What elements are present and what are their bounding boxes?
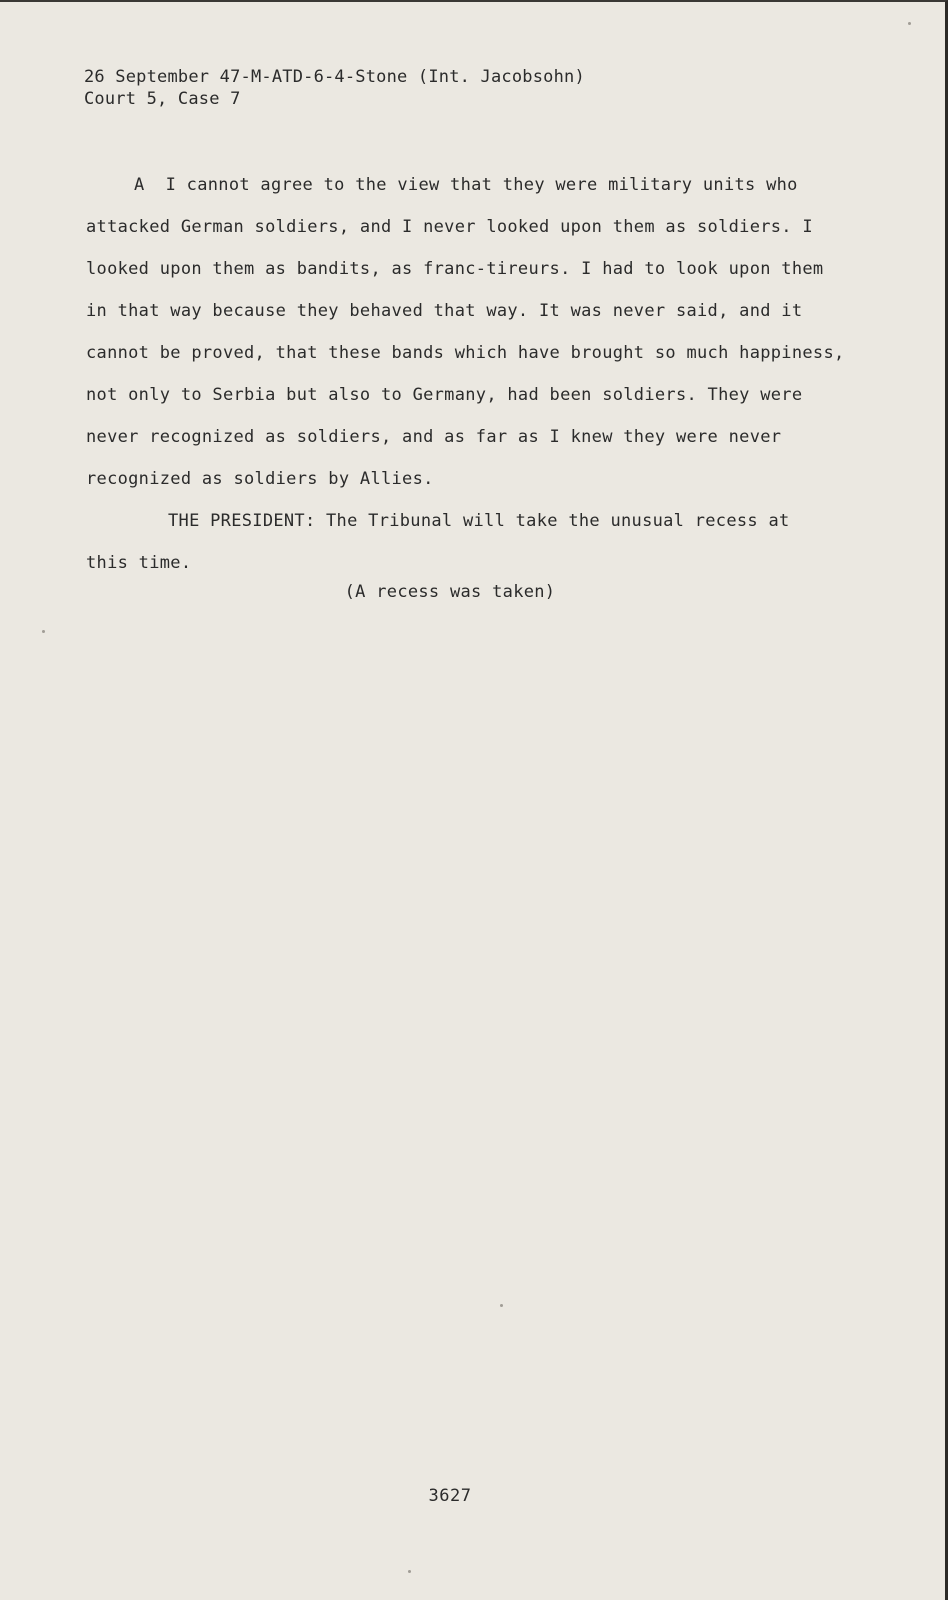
answer-line: never recognized as soldiers, and as far as I knew they were never [86, 427, 782, 447]
president-paragraph [86, 500, 826, 584]
header-date-line: 26 September 47-M-ATD-6-4-Stone (Int. Jacobsohn) [84, 67, 585, 87]
document-header [84, 66, 585, 110]
page-number: 3627 [428, 1486, 472, 1506]
recess-note: (A recess was taken) [344, 582, 556, 602]
answer-line: recognized as soldiers by Allies. [86, 469, 434, 489]
answer-line: cannot be proved, that these bands which have brought so much happiness, [86, 343, 845, 363]
paper-speck [408, 1570, 411, 1573]
president-line: this time. [86, 553, 192, 573]
answer-line: attacked German soldiers, and I never looked upon them as soldiers. I [86, 217, 813, 237]
header-court-line: Court 5, Case 7 [84, 89, 241, 109]
answer-paragraph [86, 164, 845, 500]
answer-line: not only to Serbia but also to Germany, had been soldiers. They were [86, 385, 803, 405]
paper-speck [42, 630, 45, 633]
answer-line: in that way because they behaved that way. It was never said, and it [86, 301, 803, 321]
president-line: THE PRESIDENT: The Tribunal will take the unusual recess at [168, 511, 790, 531]
transcript-body [86, 164, 845, 584]
paper-speck [908, 22, 911, 25]
answer-line: A I cannot agree to the view that they were military units who [134, 175, 798, 195]
paper-speck [500, 1304, 503, 1307]
answer-line: looked upon them as bandits, as franc-tireurs. I had to look upon them [86, 259, 824, 279]
